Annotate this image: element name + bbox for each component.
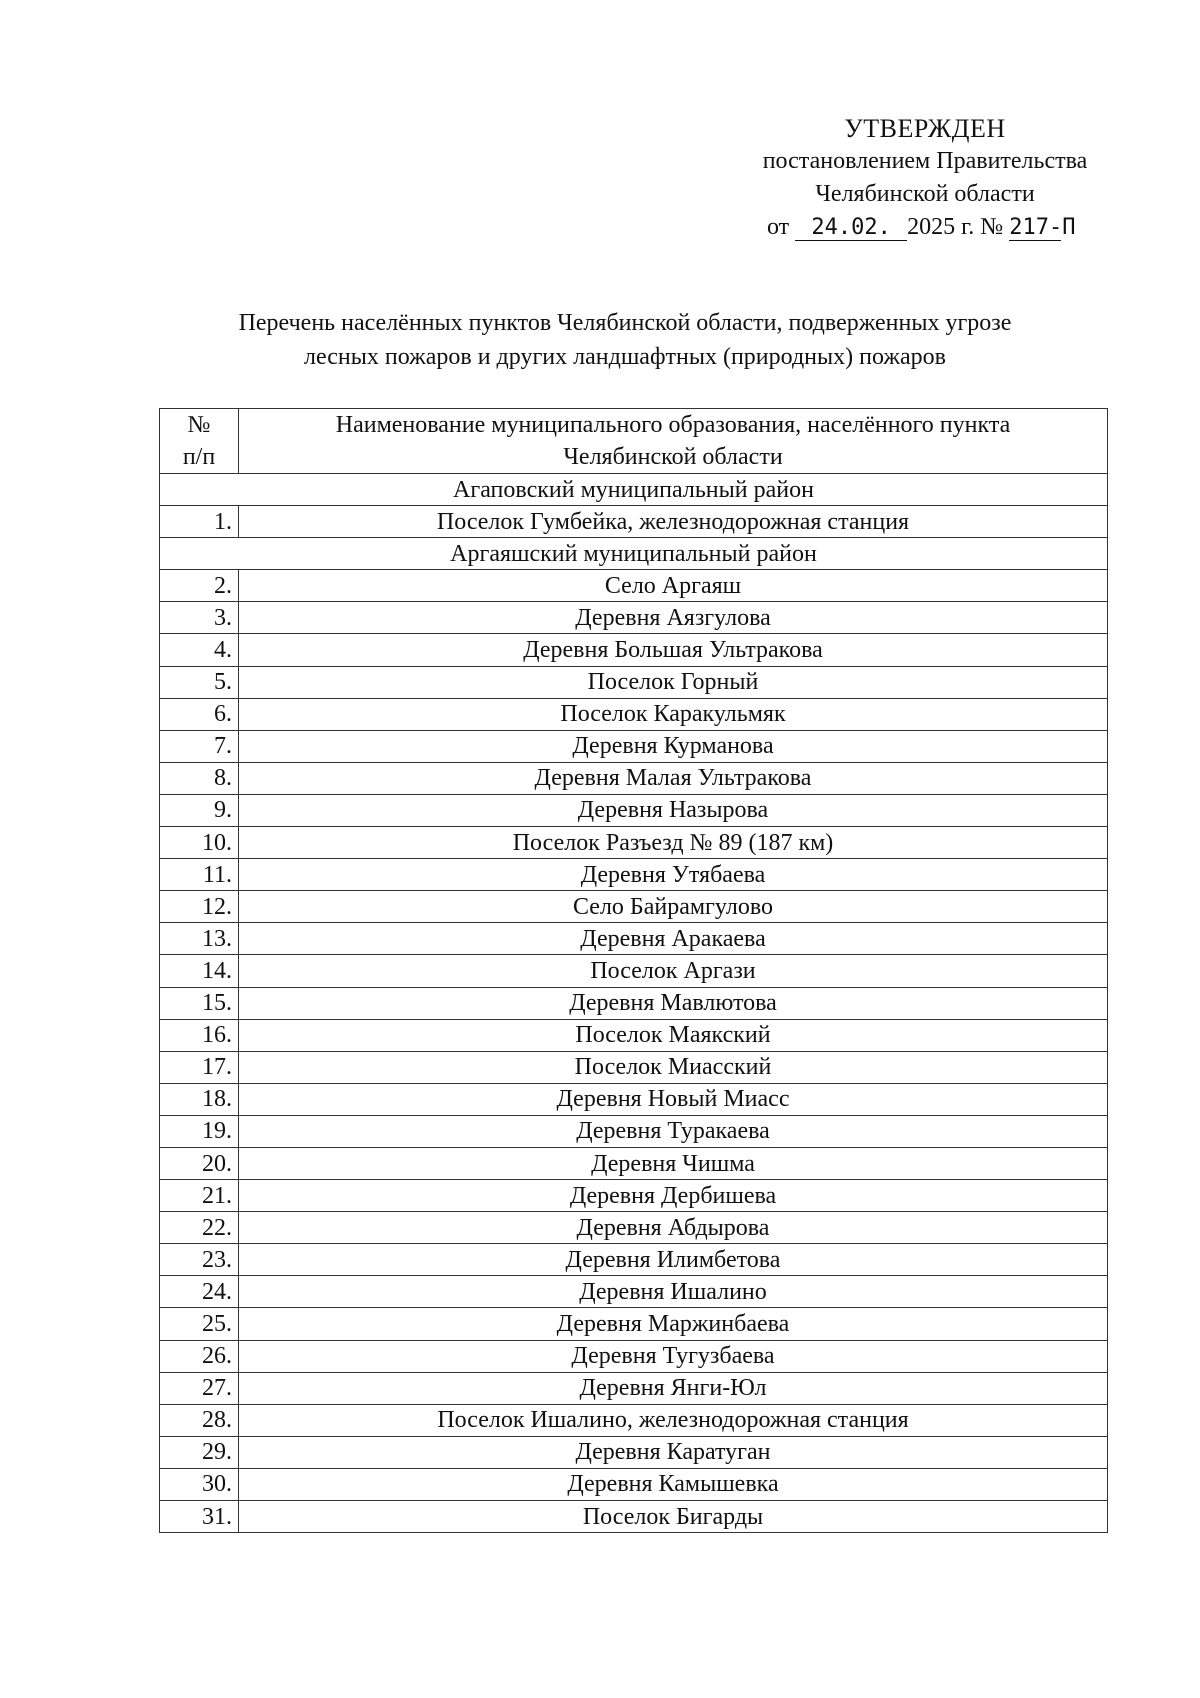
settlements-table-body	[160, 409, 1108, 1533]
table-row	[160, 923, 1108, 955]
row-number: 1.	[160, 506, 239, 538]
settlement-name: Деревня Мавлютова	[239, 987, 1108, 1019]
settlement-name: Деревня Аракаева	[239, 923, 1108, 955]
row-number: 25.	[160, 1308, 239, 1340]
settlement-name: Деревня Большая Ультракова	[239, 634, 1108, 666]
settlement-name: Поселок Разъезд № 89 (187 км)	[239, 827, 1108, 859]
settlement-name: Деревня Туракаева	[239, 1115, 1108, 1147]
table-row	[160, 1436, 1108, 1468]
settlement-name: Деревня Илимбетова	[239, 1244, 1108, 1276]
settlement-name: Деревня Чишма	[239, 1147, 1108, 1179]
approval-prefix: от	[767, 214, 790, 240]
table-row	[160, 1212, 1108, 1244]
row-number: 20.	[160, 1147, 239, 1179]
row-number: 3.	[160, 602, 239, 634]
settlement-name: Деревня Тугузбаева	[239, 1340, 1108, 1372]
row-number: 10.	[160, 827, 239, 859]
settlement-name: Деревня Абдырова	[239, 1212, 1108, 1244]
row-number: 21.	[160, 1180, 239, 1212]
table-row	[160, 762, 1108, 794]
approval-title: УТВЕРЖДЕН	[844, 114, 1006, 143]
table-row	[160, 1180, 1108, 1212]
row-number: 11.	[160, 859, 239, 891]
row-number: 12.	[160, 891, 239, 923]
row-number: 14.	[160, 955, 239, 987]
settlement-name: Деревня Дербишева	[239, 1180, 1108, 1212]
settlement-name: Деревня Камышевка	[239, 1468, 1108, 1500]
row-number: 2.	[160, 570, 239, 602]
row-number: 19.	[160, 1115, 239, 1147]
table-row	[160, 1244, 1108, 1276]
table-row	[160, 634, 1108, 666]
row-number: 22.	[160, 1212, 239, 1244]
settlement-name: Поселок Горный	[239, 666, 1108, 698]
table-row	[160, 987, 1108, 1019]
heading-line-2: лесных пожаров и других ландшафтных (природных) пожаров	[304, 344, 946, 370]
settlement-name: Деревня Утябаева	[239, 859, 1108, 891]
district-row	[160, 474, 1108, 506]
table-row	[160, 1147, 1108, 1179]
table-row	[160, 1404, 1108, 1436]
header-num-line-2: п/п	[182, 444, 216, 470]
table-row	[160, 698, 1108, 730]
table-header-row	[160, 409, 1108, 474]
row-number: 7.	[160, 730, 239, 762]
row-number: 24.	[160, 1276, 239, 1308]
row-number: 8.	[160, 762, 239, 794]
settlement-name: Село Байрамгулово	[239, 891, 1108, 923]
settlements-table	[159, 408, 1108, 1533]
approval-number: 217-П	[1009, 215, 1076, 240]
table-row	[160, 955, 1108, 987]
settlement-name: Деревня Янги-Юл	[239, 1372, 1108, 1404]
row-number: 26.	[160, 1340, 239, 1372]
settlement-name: Деревня Малая Ультракова	[239, 762, 1108, 794]
row-number: 30.	[160, 1468, 239, 1500]
approval-stamp	[720, 112, 1130, 244]
table-row	[160, 1083, 1108, 1115]
settlement-name: Село Аргаяш	[239, 570, 1108, 602]
row-number: 6.	[160, 698, 239, 730]
settlement-name: Деревня Аязгулова	[239, 602, 1108, 634]
table-row	[160, 1372, 1108, 1404]
settlement-name: Поселок Ишалино, железнодорожная станция	[239, 1404, 1108, 1436]
row-number: 31.	[160, 1501, 239, 1533]
header-num-cell	[160, 409, 239, 474]
settlement-name: Поселок Каракульмяк	[239, 698, 1108, 730]
approval-line-1: постановлением Правительства	[762, 148, 1088, 174]
table-row	[160, 666, 1108, 698]
row-number: 5.	[160, 666, 239, 698]
settlement-name: Деревня Маржинбаева	[239, 1308, 1108, 1340]
table-row	[160, 1308, 1108, 1340]
table-row	[160, 859, 1108, 891]
header-num-line-1: №	[187, 412, 211, 438]
settlement-name: Поселок Маякский	[239, 1019, 1108, 1051]
district-name: Агаповский муниципальный район	[160, 474, 1108, 506]
row-number: 4.	[160, 634, 239, 666]
row-number: 18.	[160, 1083, 239, 1115]
row-number: 29.	[160, 1436, 239, 1468]
table-row	[160, 1340, 1108, 1372]
table-row	[160, 1276, 1108, 1308]
table-row	[160, 730, 1108, 762]
header-name-cell	[239, 409, 1108, 474]
settlement-name: Деревня Новый Миасс	[239, 1083, 1108, 1115]
table-row	[160, 1051, 1108, 1083]
table-row	[160, 794, 1108, 826]
district-row	[160, 538, 1108, 570]
row-number: 23.	[160, 1244, 239, 1276]
row-number: 13.	[160, 923, 239, 955]
row-number: 17.	[160, 1051, 239, 1083]
settlement-name: Деревня Ишалино	[239, 1276, 1108, 1308]
table-row	[160, 891, 1108, 923]
table-row	[160, 506, 1108, 538]
settlement-name: Деревня Каратуган	[239, 1436, 1108, 1468]
approval-date-line	[720, 211, 1130, 244]
settlement-name: Поселок Гумбейка, железнодорожная станция	[239, 506, 1108, 538]
header-name-line-1: Наименование муниципального образования, населённого пункта	[335, 412, 1011, 438]
settlement-name: Поселок Бигарды	[239, 1501, 1108, 1533]
row-number: 16.	[160, 1019, 239, 1051]
approval-line-2: Челябинской области	[815, 181, 1035, 207]
table-row	[160, 602, 1108, 634]
approval-date: 24.02.	[795, 216, 907, 241]
table-row	[160, 570, 1108, 602]
settlement-name: Поселок Миасский	[239, 1051, 1108, 1083]
document-heading	[150, 306, 1100, 374]
settlement-name: Деревня Курманова	[239, 730, 1108, 762]
row-number: 9.	[160, 794, 239, 826]
row-number: 27.	[160, 1372, 239, 1404]
row-number: 28.	[160, 1404, 239, 1436]
settlement-name: Деревня Назырова	[239, 794, 1108, 826]
approval-year: 2025 г. №	[907, 214, 1004, 240]
heading-line-1: Перечень населённых пунктов Челябинской области, подверженных угрозе	[238, 310, 1012, 336]
table-row	[160, 1501, 1108, 1533]
table-row	[160, 1115, 1108, 1147]
header-name-line-2: Челябинской области	[563, 444, 783, 470]
district-name: Аргаяшский муниципальный район	[160, 538, 1108, 570]
settlement-name: Поселок Аргази	[239, 955, 1108, 987]
row-number: 15.	[160, 987, 239, 1019]
table-row	[160, 1019, 1108, 1051]
table-row	[160, 1468, 1108, 1500]
table-row	[160, 827, 1108, 859]
